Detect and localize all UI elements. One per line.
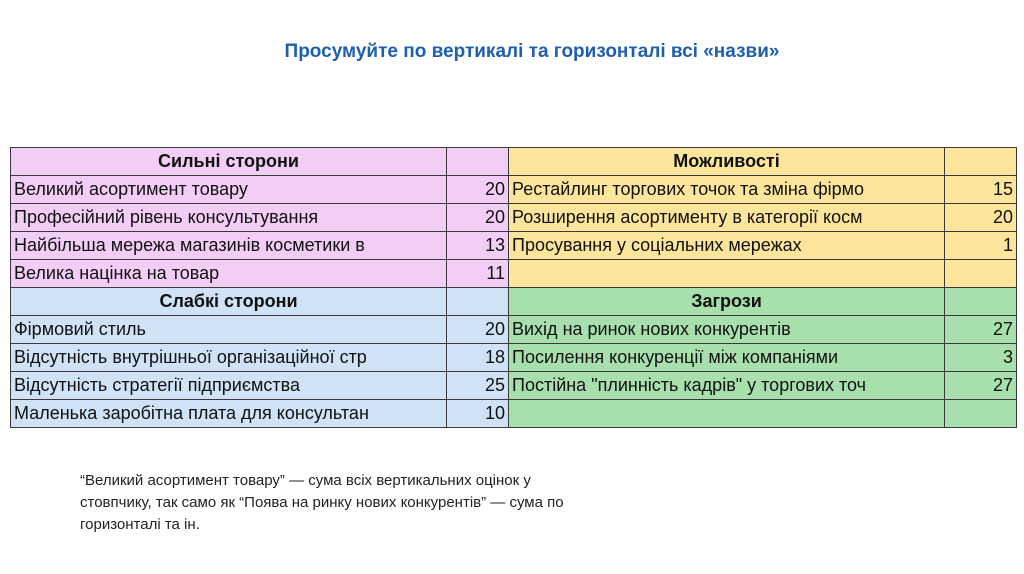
weakness-value: 10 xyxy=(447,400,509,428)
threat-label: Постійна "плинність кадрів" у торгових точ xyxy=(509,372,945,400)
strength-value: 20 xyxy=(447,204,509,232)
threat-value: 27 xyxy=(945,316,1017,344)
opportunities-header-value xyxy=(945,148,1017,176)
threat-value: 27 xyxy=(945,372,1017,400)
weakness-value: 25 xyxy=(447,372,509,400)
opportunity-label: Просування у соціальних мережах xyxy=(509,232,945,260)
threat-value: 3 xyxy=(945,344,1017,372)
table-row xyxy=(11,232,1017,260)
threats-header: Загрози xyxy=(509,288,945,316)
slide-title: Просумуйте по вертикалі та горизонталі всі «назви» xyxy=(284,41,780,62)
table-row xyxy=(11,204,1017,232)
strength-label: Велика націнка на товар xyxy=(11,260,447,288)
swot-table xyxy=(10,147,1017,428)
opportunity-label xyxy=(509,260,945,288)
opportunity-value: 15 xyxy=(945,176,1017,204)
threat-value xyxy=(945,400,1017,428)
weaknesses-header-value xyxy=(447,288,509,316)
opportunity-value: 1 xyxy=(945,232,1017,260)
table-row xyxy=(11,260,1017,288)
opportunity-label: Розширення асортименту в категорії косм xyxy=(509,204,945,232)
threat-label: Посилення конкуренції між компаніями xyxy=(509,344,945,372)
table-row xyxy=(11,344,1017,372)
weakness-label: Маленька заробітна плата для консультан xyxy=(11,400,447,428)
opportunity-label: Рестайлинг торгових точок та зміна фірмо xyxy=(509,176,945,204)
weaknesses-header: Слабкі сторони xyxy=(11,288,447,316)
threat-label xyxy=(509,400,945,428)
weakness-label: Відсутність внутрішньої організаційної стр xyxy=(11,344,447,372)
threats-header-value xyxy=(945,288,1017,316)
table-row xyxy=(11,372,1017,400)
weakness-value: 18 xyxy=(447,344,509,372)
strengths-header: Сильні сторони xyxy=(11,148,447,176)
table-row xyxy=(11,288,1017,316)
strength-label: Найбільша мережа магазинів косметики в xyxy=(11,232,447,260)
opportunities-header: Можливості xyxy=(509,148,945,176)
strength-value: 20 xyxy=(447,176,509,204)
opportunity-value xyxy=(945,260,1017,288)
opportunity-value: 20 xyxy=(945,204,1017,232)
strengths-header-value xyxy=(447,148,509,176)
strength-label: Професійний рівень консультування xyxy=(11,204,447,232)
weakness-value: 20 xyxy=(447,316,509,344)
weakness-label: Фірмовий стиль xyxy=(11,316,447,344)
strength-label: Великий асортимент товару xyxy=(11,176,447,204)
table-row xyxy=(11,316,1017,344)
table-row xyxy=(11,176,1017,204)
table-row xyxy=(11,400,1017,428)
table-row xyxy=(11,148,1017,176)
weakness-label: Відсутність стратегії підприємства xyxy=(11,372,447,400)
strength-value: 13 xyxy=(447,232,509,260)
strength-value: 11 xyxy=(447,260,509,288)
threat-label: Вихід на ринок нових конкурентів xyxy=(509,316,945,344)
explanation-note: “Великий асортимент товару” — сума всіх вертикальних оцінок у стовпчику, так само як “Поява на ринку нових конкурентів” — сума по горизонталі та ін. xyxy=(80,472,564,533)
